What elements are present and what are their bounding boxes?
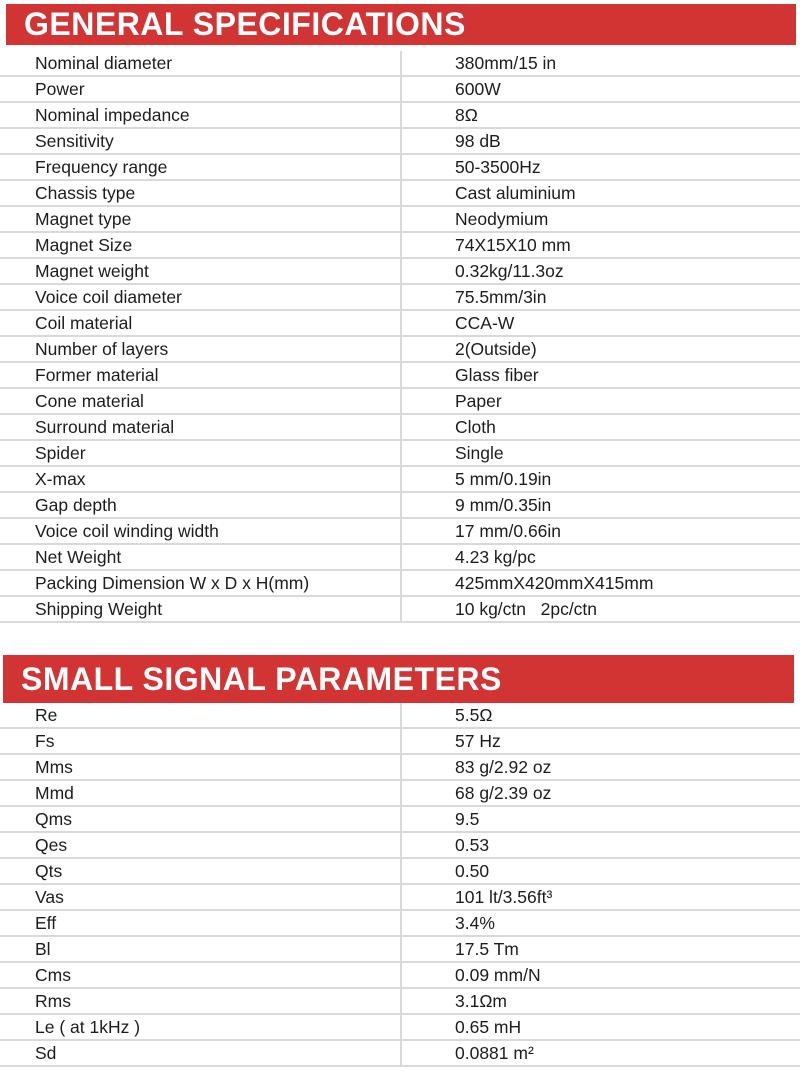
- spec-value: 57 Hz: [400, 729, 800, 753]
- spec-row: [0, 285, 800, 311]
- small-signal-parameters-title: SMALL SIGNAL PARAMETERS: [21, 660, 502, 697]
- spec-row: [0, 859, 800, 885]
- spec-label: Cms: [35, 965, 71, 985]
- spec-row: [0, 51, 800, 77]
- spec-row: [0, 207, 800, 233]
- spec-label: Mmd: [35, 783, 74, 803]
- spec-value: 9.5: [400, 807, 800, 831]
- spec-label: Sensitivity: [35, 131, 114, 151]
- spec-row: [0, 233, 800, 259]
- spec-value: 9 mm/0.35in: [400, 493, 800, 517]
- spec-row: [0, 389, 800, 415]
- spec-row: [0, 937, 800, 963]
- spec-label: Magnet weight: [35, 261, 149, 281]
- spec-row: [0, 597, 800, 623]
- spec-sheet: [0, 4, 800, 1067]
- spec-row: [0, 415, 800, 441]
- spec-label: Cone material: [35, 391, 144, 411]
- spec-label: Nominal diameter: [35, 53, 173, 73]
- spec-value: Single: [400, 441, 800, 465]
- spec-label: Power: [35, 79, 85, 99]
- spec-row: [0, 155, 800, 181]
- spec-label: Gap depth: [35, 495, 117, 515]
- spec-label: Re: [35, 705, 58, 725]
- spec-label: Le ( at 1kHz ): [35, 1017, 141, 1037]
- spec-value: 5 mm/0.19in: [400, 467, 800, 491]
- spec-value: 3.4%: [400, 911, 800, 935]
- spec-label: Spider: [35, 443, 86, 463]
- spec-row: [0, 337, 800, 363]
- spec-value: Cast aluminium: [400, 181, 800, 205]
- spec-row: [0, 467, 800, 493]
- spec-row: [0, 259, 800, 285]
- spec-label: Surround material: [35, 417, 175, 437]
- spec-row: [0, 781, 800, 807]
- spec-row: [0, 703, 800, 729]
- general-specifications-table: [0, 45, 800, 623]
- spec-label: Sd: [35, 1043, 57, 1063]
- spec-row: [0, 1015, 800, 1041]
- spec-value: 0.50: [400, 859, 800, 883]
- spec-value: 4.23 kg/pc: [400, 545, 800, 569]
- spec-row: [0, 807, 800, 833]
- spec-row: [0, 311, 800, 337]
- spec-label: Shipping Weight: [35, 599, 163, 619]
- spec-label: Nominal impedance: [35, 105, 190, 125]
- section-general-specifications: [0, 4, 800, 623]
- spec-row: [0, 729, 800, 755]
- spec-row: [0, 1041, 800, 1067]
- small-signal-parameters-header-banner: [3, 655, 794, 703]
- spec-value: 5.5Ω: [400, 703, 800, 727]
- spec-row: [0, 441, 800, 467]
- section-small-signal-parameters: [0, 655, 800, 1067]
- spec-value: 75.5mm/3in: [400, 285, 800, 309]
- spec-row: [0, 181, 800, 207]
- spec-value: 74X15X10 mm: [400, 233, 800, 257]
- spec-value: 425mmX420mmX415mm: [400, 571, 800, 595]
- spec-value: 2(Outside): [400, 337, 800, 361]
- spec-value: CCA-W: [400, 311, 800, 335]
- spec-label: Qes: [35, 835, 68, 855]
- spec-label: Chassis type: [35, 183, 136, 203]
- spec-row: [0, 833, 800, 859]
- spec-row: [0, 911, 800, 937]
- spec-row: [0, 545, 800, 571]
- spec-row: [0, 103, 800, 129]
- spec-value: 380mm/15 in: [400, 51, 800, 75]
- spec-label: Net Weight: [35, 547, 122, 567]
- spec-row: [0, 963, 800, 989]
- spec-label: Magnet type: [35, 209, 132, 229]
- general-specifications-header-banner: [6, 4, 796, 45]
- spec-value: 101 lt/3.56ft³: [400, 885, 800, 909]
- spec-value: 17 mm/0.66in: [400, 519, 800, 543]
- spec-row: [0, 493, 800, 519]
- spec-value: Neodymium: [400, 207, 800, 231]
- spec-label: Eff: [35, 913, 57, 933]
- spec-value: Glass fiber: [400, 363, 800, 387]
- spec-value: Cloth: [400, 415, 800, 439]
- spec-value: 0.09 mm/N: [400, 963, 800, 987]
- spec-label: Packing Dimension W x D x H(mm): [35, 573, 310, 593]
- spec-label: Frequency range: [35, 157, 168, 177]
- spec-value: 0.0881 m²: [400, 1041, 800, 1065]
- spec-row: [0, 363, 800, 389]
- spec-label: Qms: [35, 809, 72, 829]
- spec-label: Voice coil diameter: [35, 287, 182, 307]
- spec-row: [0, 571, 800, 597]
- spec-label: Rms: [35, 991, 71, 1011]
- general-specifications-title: GENERAL SPECIFICATIONS: [24, 6, 466, 42]
- spec-label: Qts: [35, 861, 63, 881]
- spec-label: Coil material: [35, 313, 133, 333]
- spec-row: [0, 129, 800, 155]
- spec-value: 68 g/2.39 oz: [400, 781, 800, 805]
- spec-label: Number of layers: [35, 339, 169, 359]
- spec-row: [0, 755, 800, 781]
- small-signal-parameters-table: [0, 703, 800, 1067]
- spec-row: [0, 885, 800, 911]
- spec-label: Bl: [35, 939, 51, 959]
- spec-label: Mms: [35, 757, 73, 777]
- spec-value: 17.5 Tm: [400, 937, 800, 961]
- spec-value: Paper: [400, 389, 800, 413]
- spec-row: [0, 519, 800, 545]
- spec-value: 3.1Ωm: [400, 989, 800, 1013]
- spec-value: 8Ω: [400, 103, 800, 127]
- spec-label: Fs: [35, 731, 55, 751]
- spec-row: [0, 989, 800, 1015]
- spec-label: Vas: [35, 887, 64, 907]
- spec-label: X-max: [35, 469, 86, 489]
- spec-label: Former material: [35, 365, 159, 385]
- spec-value: 0.32kg/11.3oz: [400, 259, 800, 283]
- spec-label: Magnet Size: [35, 235, 133, 255]
- spec-row: [0, 77, 800, 103]
- spec-value: 10 kg/ctn 2pc/ctn: [400, 597, 800, 621]
- spec-value: 0.53: [400, 833, 800, 857]
- spec-value: 50-3500Hz: [400, 155, 800, 179]
- spec-value: 98 dB: [400, 129, 800, 153]
- spec-value: 600W: [400, 77, 800, 101]
- spec-label: Voice coil winding width: [35, 521, 219, 541]
- spec-value: 83 g/2.92 oz: [400, 755, 800, 779]
- spec-value: 0.65 mH: [400, 1015, 800, 1039]
